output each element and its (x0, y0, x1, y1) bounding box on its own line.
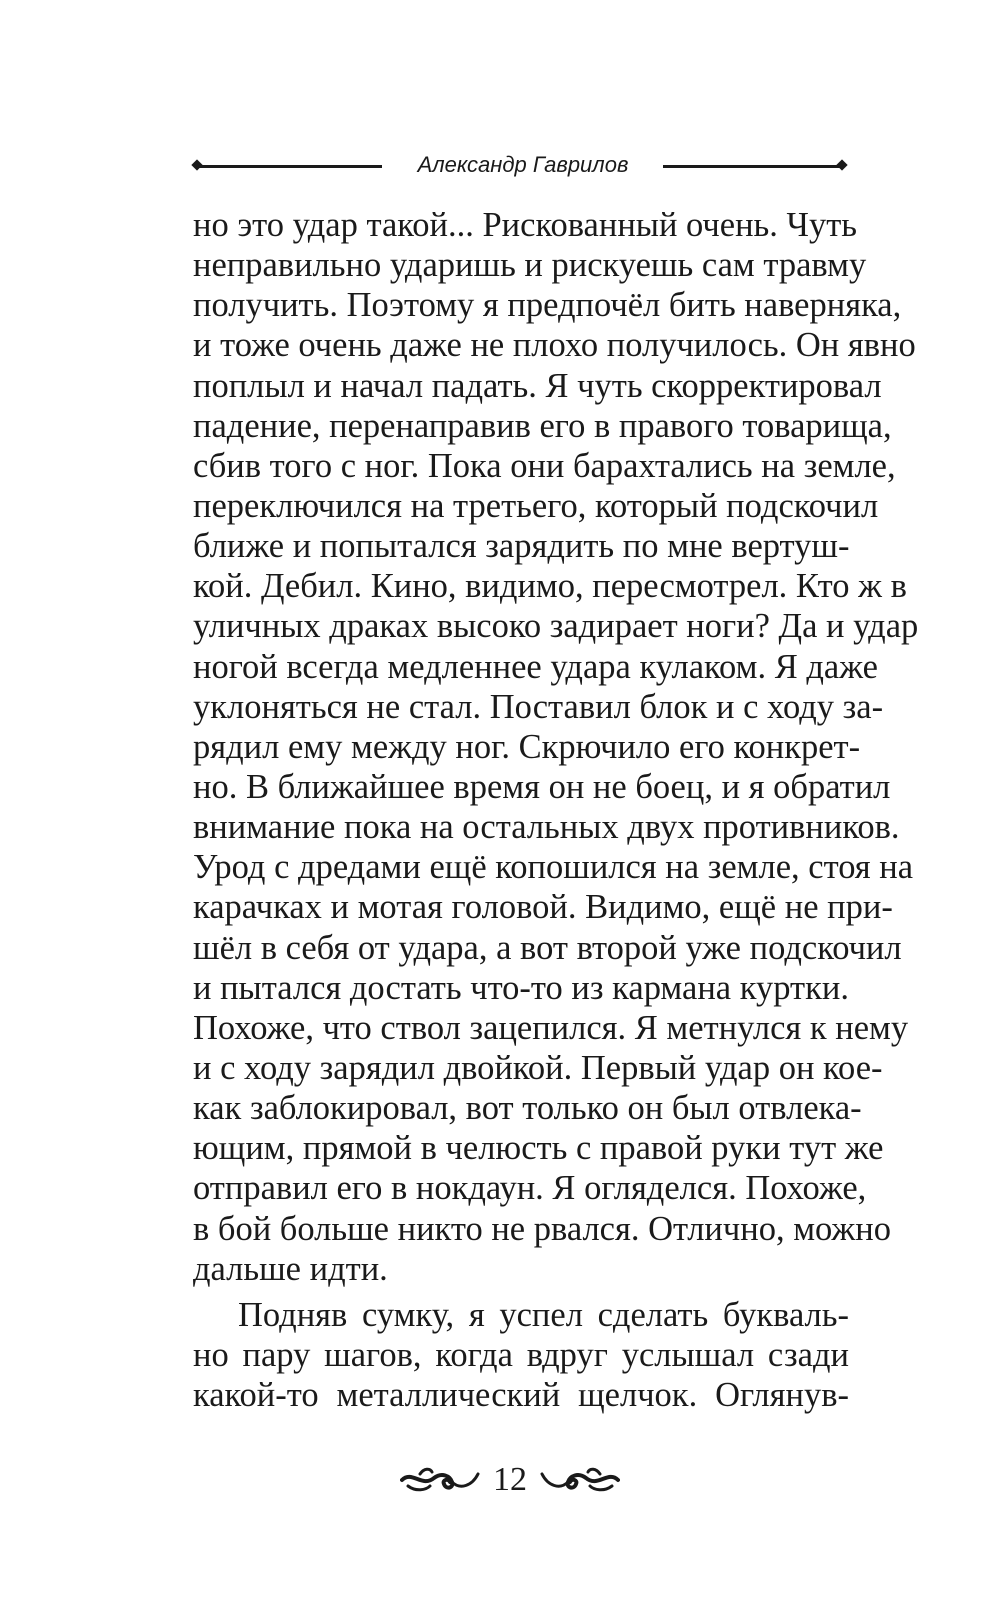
text-line: и тоже очень даже не плохо получилось. Он явно (193, 326, 916, 365)
text-line: ющим, прямой в челюсть с правой руки тут же (193, 1129, 884, 1168)
text-line: рядил ему между ног. Скрючило его конкрет- (193, 727, 861, 766)
text-line: сбив того с ног. Пока они барахтались на земле, (193, 446, 896, 485)
text-line: ближе и попытался зарядить по мне вертуш- (193, 527, 850, 566)
text-line: переключился на третьего, который подскочил (193, 486, 879, 525)
text-line: уклоняться не стал. Поставил блок и с ходу за- (193, 687, 884, 726)
text-line: карачках и мотая головой. Видимо, ещё не при- (193, 888, 893, 927)
text-line: Урод с дредами ещё копошился на земле, стоя на (193, 848, 914, 887)
text-line: в бой больше никто не рвался. Отлично, можно (193, 1209, 891, 1248)
paragraph-1 (193, 205, 919, 1289)
text-line: шёл в себя от удара, а вот второй уже подскочил (193, 928, 902, 967)
text-line: но. В ближайшее время он не боец, и я обратил (193, 767, 891, 806)
text-line: но пару шагов, когда вдруг услышал сзади (193, 1335, 849, 1374)
text-line: уличных драках высоко задирает ноги? Да и удар (193, 607, 919, 646)
paragraph-2 (193, 1295, 849, 1415)
text-line: кой. Дебил. Кино, видимо, пересмотрел. Кто ж в (193, 567, 907, 606)
text-line: Подняв сумку, я успел сделать букваль- (238, 1295, 849, 1334)
text-line: падение, перенаправив его в правого товарища, (193, 406, 892, 445)
text-line: и с ходу зарядил двойкой. Первый удар он кое- (193, 1048, 883, 1087)
text-line: неправильно ударишь и рискуешь сам травму (193, 246, 867, 285)
left-flourish-icon (400, 1462, 480, 1494)
body-text (193, 205, 919, 1415)
text-line: внимание пока на остальных двух противников. (193, 808, 900, 847)
text-line: как заблокировал, вот только он был отвлека- (193, 1089, 862, 1128)
text-line: дальше идти. (193, 1249, 388, 1288)
text-line: какой-то металлический щелчок. Оглянув- (193, 1376, 849, 1415)
page-footer (400, 1454, 620, 1514)
header-right-rule (663, 165, 843, 168)
running-head-title: Александр Гаврилов (417, 152, 629, 177)
page-number: 12 (493, 1461, 527, 1498)
text-line: но это удар такой... Рискованный очень. Чуть (193, 206, 858, 244)
header-left-rule (199, 165, 382, 168)
running-header (193, 150, 848, 180)
text-line: Похоже, что ствол зацепился. Я метнулся к нему (193, 1008, 909, 1047)
text-line: получить. Поэтому я предпочёл бить наверняка, (193, 286, 902, 325)
header-right-ornament (836, 159, 847, 170)
text-line: и пытался достать что-то из кармана куртки. (193, 968, 849, 1007)
text-line: отправил его в нокдаун. Я огляделся. Похоже, (193, 1169, 867, 1208)
text-line: поплыл и начал падать. Я чуть скорректировал (193, 366, 882, 405)
text-line: ногой всегда медленнее удара кулаком. Я даже (193, 647, 878, 686)
right-flourish-icon (540, 1462, 620, 1494)
